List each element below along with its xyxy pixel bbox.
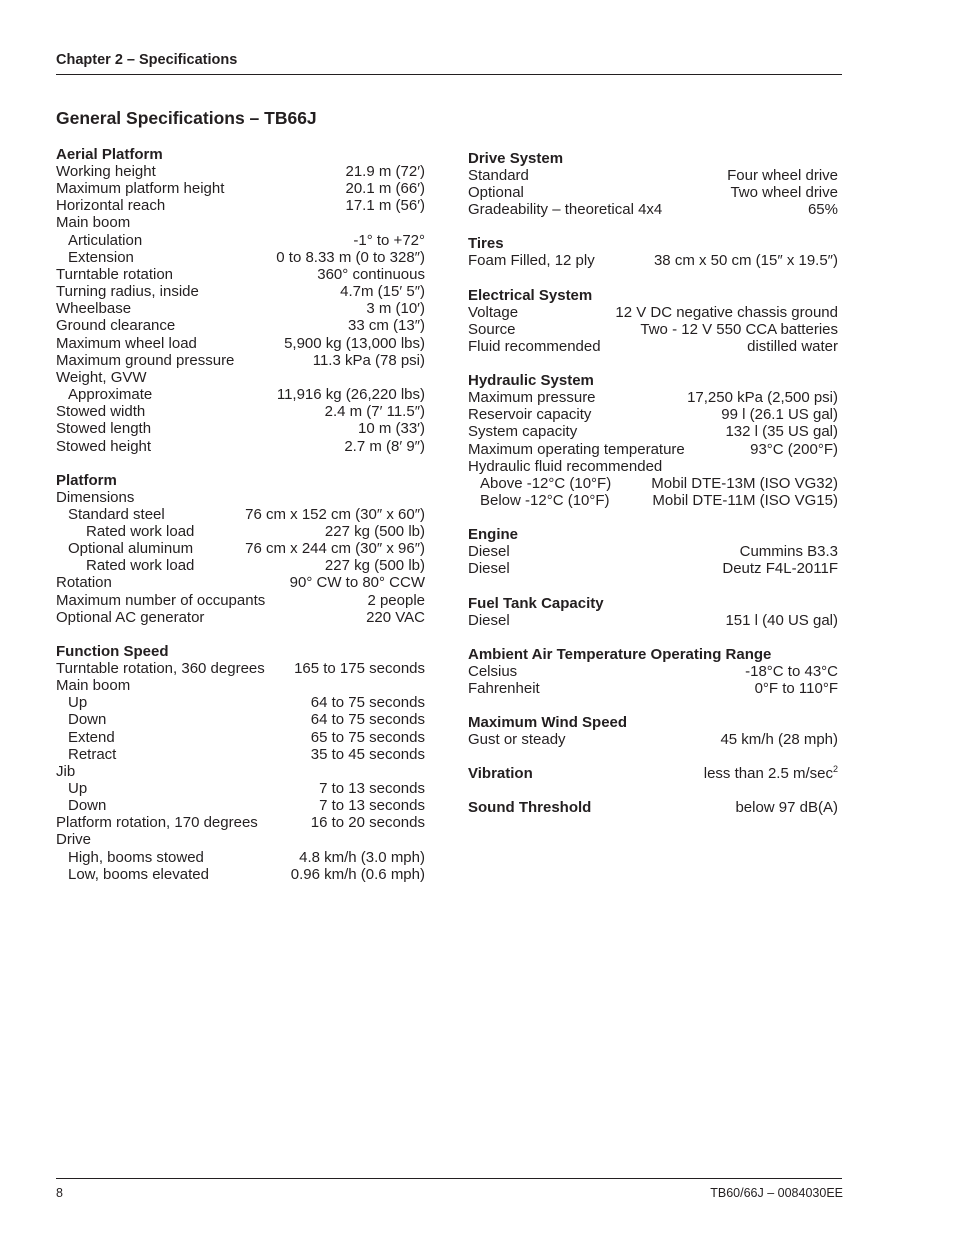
spec-label: Optional AC generator [56, 608, 205, 626]
spec-label: Platform rotation, 170 degrees [56, 814, 258, 832]
spec-row [56, 335, 425, 352]
header-rule [56, 74, 842, 75]
spec-label: Maximum platform height [56, 180, 225, 198]
spec-label: Stowed length [56, 420, 152, 438]
spec-row [56, 849, 425, 866]
spec-row [56, 489, 425, 506]
document-id: TB60/66J – 0084030EE [710, 1186, 843, 1200]
spec-row [56, 420, 425, 437]
spec-label: Gradeability – theoretical 4x4 [468, 201, 663, 219]
spec-value: 132 l (35 US gal) [725, 423, 838, 441]
spec-row [56, 438, 425, 455]
section-title: Engine [468, 526, 519, 544]
spec-value: 10 m (33′) [357, 420, 425, 438]
spec-row [56, 523, 425, 540]
spec-section-ambient-air-temperature-operating-range [468, 646, 838, 697]
spec-value: 33 cm (13″) [348, 317, 425, 335]
section-title: Tires [468, 235, 504, 253]
spec-row [56, 797, 425, 814]
spec-label: Maximum number of occupants [56, 591, 266, 609]
spec-row [468, 184, 838, 201]
spec-value: 227 kg (500 lb) [324, 557, 425, 575]
spec-value: 99 l (26.1 US gal) [721, 406, 838, 424]
spec-row [56, 677, 425, 694]
spec-label: Rotation [56, 574, 112, 592]
spec-label: Standard steel [68, 505, 165, 523]
spec-value: 76 cm x 244 cm (30″ x 96″) [245, 540, 425, 558]
spec-value: Four wheel drive [727, 167, 838, 184]
spec-label: Retract [68, 745, 117, 763]
spec-label: Jib [56, 762, 76, 780]
spec-label: Turntable rotation [56, 265, 174, 283]
spec-label: Dimensions [56, 488, 135, 506]
spec-label: Extension [68, 248, 134, 266]
spec-value: 65% [807, 201, 838, 219]
vibration-row [468, 765, 838, 782]
spec-row [56, 592, 425, 609]
spec-label: Maximum ground pressure [56, 351, 235, 369]
spec-label: Gust or steady [468, 730, 566, 748]
spec-label: Fahrenheit [468, 679, 540, 697]
spec-value: Mobil DTE-13M (ISO VG32) [651, 474, 838, 492]
section-title: Electrical System [468, 286, 593, 304]
spec-value: -1° to +72° [353, 231, 425, 249]
sound-section [468, 799, 838, 816]
spec-label: Voltage [468, 303, 519, 321]
spec-row [468, 663, 838, 680]
section-title: Platform [56, 471, 117, 489]
spec-value: 2 people [367, 591, 425, 609]
spec-row [56, 369, 425, 386]
spec-row [56, 763, 425, 780]
spec-label: Down [68, 711, 107, 729]
spec-section-drive-system [468, 150, 838, 218]
spec-value: -18°C to 43°C [745, 662, 838, 680]
spec-row [56, 249, 425, 266]
spec-row [56, 163, 425, 180]
section-title: Hydraulic System [468, 372, 594, 390]
spec-label: Down [68, 797, 107, 815]
vibration-superscript: 2 [832, 764, 838, 775]
spec-row [468, 458, 838, 475]
spec-value: Deutz F4L-2011F [722, 560, 838, 578]
spec-row [468, 612, 838, 629]
spec-label: Optional aluminum [68, 540, 194, 558]
spec-value: 20.1 m (66′) [345, 180, 425, 198]
spec-label: Standard [468, 167, 529, 184]
spec-row [56, 694, 425, 711]
spec-section-function-speed [56, 643, 425, 883]
spec-row [468, 441, 838, 458]
spec-row [56, 557, 425, 574]
spec-row [468, 680, 838, 697]
spec-value: 7 to 13 seconds [319, 780, 425, 797]
spec-value: 227 kg (500 lb) [324, 522, 425, 540]
spec-label: Celsius [468, 662, 518, 680]
spec-value: distilled water [747, 337, 838, 355]
spec-label: Source [468, 320, 516, 338]
spec-label: Turning radius, inside [56, 283, 199, 301]
section-title: Ambient Air Temperature Operating Range [468, 645, 772, 663]
right-spec-sections [468, 150, 838, 748]
spec-value: Mobil DTE-11M (ISO VG15) [652, 492, 838, 510]
right-spec-column [468, 150, 838, 833]
spec-value: 35 to 45 seconds [310, 745, 425, 763]
spec-value: 360° continuous [317, 265, 425, 283]
spec-label: Wheelbase [56, 300, 132, 318]
sound-value: below 97 dB(A) [735, 799, 838, 817]
spec-label: Weight, GVW [56, 368, 147, 386]
spec-row [56, 352, 425, 369]
spec-row [56, 386, 425, 403]
spec-value: 151 l (40 US gal) [725, 611, 838, 629]
spec-section-platform [56, 472, 425, 626]
sound-row [468, 799, 838, 816]
spec-label: Hydraulic fluid recommended [468, 457, 663, 475]
spec-value: 2.7 m (8′ 9″) [344, 437, 425, 455]
left-spec-column [56, 146, 425, 900]
spec-value: 7 to 13 seconds [319, 797, 425, 815]
spec-row [56, 831, 425, 848]
spec-row [468, 423, 838, 440]
spec-label: Fluid recommended [468, 337, 601, 355]
spec-label: Stowed height [56, 437, 152, 455]
spec-value: 45 km/h (28 mph) [720, 730, 838, 748]
spec-row [56, 574, 425, 591]
spec-section-fuel-tank-capacity [468, 595, 838, 629]
spec-label: Low, booms elevated [68, 865, 209, 883]
vibration-value-text: less than 2.5 m/sec [703, 765, 833, 783]
spec-row [468, 252, 838, 269]
spec-value: 2.4 m (7′ 11.5″) [324, 403, 425, 421]
spec-label: Diesel [468, 543, 510, 561]
spec-label: Below -12°C (10°F) [480, 492, 610, 510]
spec-label: Working height [56, 163, 156, 180]
spec-row [468, 475, 838, 492]
footer-rule [56, 1178, 842, 1179]
spec-label: Optional [468, 184, 524, 202]
spec-value: 17,250 kPa (2,500 psi) [687, 389, 838, 407]
spec-row [468, 338, 838, 355]
spec-label: Maximum wheel load [56, 334, 197, 352]
spec-value: 12 V DC negative chassis ground [615, 303, 838, 321]
spec-value: 65 to 75 seconds [310, 728, 425, 746]
spec-value: 0 to 8.33 m (0 to 328″) [276, 248, 425, 266]
spec-label: Maximum operating temperature [468, 440, 685, 458]
section-title: Function Speed [56, 642, 169, 660]
spec-row [56, 780, 425, 797]
spec-row [468, 389, 838, 406]
spec-row [468, 543, 838, 560]
spec-row [56, 609, 425, 626]
spec-label: Stowed width [56, 403, 146, 421]
spec-row [56, 814, 425, 831]
spec-section-electrical-system [468, 287, 838, 355]
spec-value: 64 to 75 seconds [310, 694, 425, 712]
spec-section-maximum-wind-speed [468, 714, 838, 748]
page-number: 8 [56, 1186, 63, 1200]
spec-value: 93°C (200°F) [750, 440, 838, 458]
spec-value: 16 to 20 seconds [310, 814, 425, 832]
page-title: General Specifications – TB66J [56, 108, 317, 128]
spec-row [468, 201, 838, 218]
spec-value: 90° CW to 80° CCW [289, 574, 425, 592]
spec-row [468, 304, 838, 321]
spec-value: 38 cm x 50 cm (15″ x 19.5″) [653, 252, 838, 270]
spec-label: Main boom [56, 677, 131, 695]
spec-row [56, 506, 425, 523]
spec-row [56, 266, 425, 283]
section-title: Aerial Platform [56, 146, 163, 163]
spec-row [56, 403, 425, 420]
spec-label: Extend [68, 728, 115, 746]
spec-label: Up [68, 694, 88, 712]
spec-value: Two - 12 V 550 CCA batteries [640, 320, 838, 338]
spec-row [56, 300, 425, 317]
spec-label: High, booms stowed [68, 848, 204, 866]
spec-value: 0°F to 110°F [754, 679, 838, 697]
spec-label: Articulation [68, 231, 143, 249]
spec-value: 11.3 kPa (78 psi) [312, 351, 425, 369]
spec-value: 4.8 km/h (3.0 mph) [299, 848, 425, 866]
spec-label: Diesel [468, 560, 510, 578]
sound-title: Sound Threshold [468, 799, 592, 817]
spec-section-tires [468, 235, 838, 269]
spec-label: Foam Filled, 12 ply [468, 252, 595, 270]
spec-row [468, 560, 838, 577]
spec-row [56, 283, 425, 300]
spec-label: Ground clearance [56, 317, 176, 335]
spec-label: Above -12°C (10°F) [480, 474, 612, 492]
spec-row [468, 492, 838, 509]
spec-row [56, 660, 425, 677]
spec-value: 0.96 km/h (0.6 mph) [290, 865, 425, 883]
spec-label: Up [68, 780, 88, 797]
chapter-header: Chapter 2 – Specifications [56, 52, 238, 68]
section-title: Fuel Tank Capacity [468, 594, 604, 612]
spec-row [56, 540, 425, 557]
spec-row [468, 406, 838, 423]
vibration-section [468, 765, 838, 782]
spec-row [468, 731, 838, 748]
spec-section-engine [468, 526, 838, 577]
spec-row [56, 866, 425, 883]
spec-value: 4.7m (15′ 5″) [340, 283, 425, 301]
spec-label: Horizontal reach [56, 197, 166, 215]
spec-label: Turntable rotation, 360 degrees [56, 659, 265, 677]
spec-label: Maximum pressure [468, 389, 596, 407]
spec-row [56, 180, 425, 197]
spec-row [56, 746, 425, 763]
spec-value: Cummins B3.3 [739, 543, 838, 561]
spec-section-hydraulic-system [468, 372, 838, 509]
spec-label: Diesel [468, 611, 510, 629]
spec-row [468, 321, 838, 338]
spec-row [56, 711, 425, 728]
section-title: Drive System [468, 150, 564, 167]
spec-row [468, 167, 838, 184]
spec-value: 17.1 m (56′) [345, 197, 425, 215]
spec-label: Rated work load [86, 557, 195, 575]
spec-row [56, 197, 425, 214]
spec-label: System capacity [468, 423, 578, 441]
spec-label: Main boom [56, 214, 131, 232]
spec-row [56, 214, 425, 231]
vibration-value [704, 765, 838, 782]
spec-value: 64 to 75 seconds [310, 711, 425, 729]
spec-value: 3 m (10′) [366, 300, 425, 318]
section-title: Maximum Wind Speed [468, 713, 628, 731]
spec-section-aerial-platform [56, 146, 425, 455]
spec-value: 220 VAC [366, 608, 425, 626]
spec-value: 11,916 kg (26,220 lbs) [276, 386, 425, 404]
spec-value: 5,900 kg (13,000 lbs) [284, 334, 425, 352]
spec-label: Rated work load [86, 522, 195, 540]
spec-label: Reservoir capacity [468, 406, 592, 424]
spec-value: 165 to 175 seconds [294, 659, 425, 677]
spec-value: 21.9 m (72′) [345, 163, 425, 180]
spec-label: Approximate [68, 386, 153, 404]
vibration-title: Vibration [468, 765, 533, 783]
spec-row [56, 729, 425, 746]
spec-value: 76 cm x 152 cm (30″ x 60″) [245, 505, 425, 523]
spec-row [56, 232, 425, 249]
spec-label: Drive [56, 831, 92, 849]
spec-row [56, 317, 425, 334]
spec-value: Two wheel drive [730, 184, 838, 202]
